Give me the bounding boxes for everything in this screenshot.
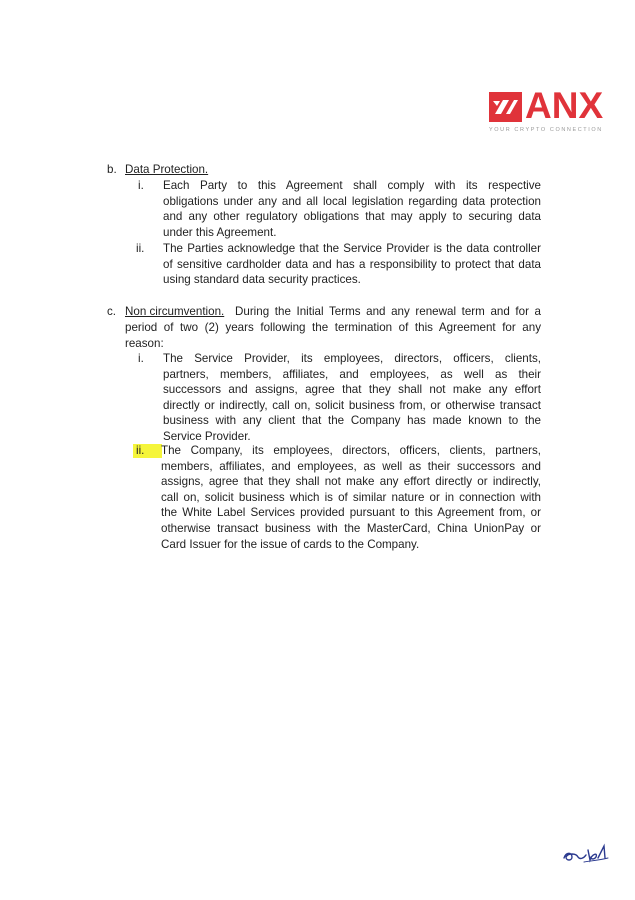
text-line: reason: xyxy=(125,336,164,350)
text-line: of sensitive cardholder data and has a responsibility to protect that data xyxy=(163,257,541,271)
text-line: Service Provider. xyxy=(163,429,251,443)
text-line: The Parties acknowledge that the Service Provider is the data controller xyxy=(163,242,541,255)
text-line: assigns, agree that they shall not make any effort directly or indirectly, xyxy=(161,475,541,489)
section-b-item-1-number: i. xyxy=(138,179,144,192)
text-line: using standard data security practices. xyxy=(163,273,361,287)
section-c-marker: c. xyxy=(107,305,117,318)
text-line: directly or indirectly, call on, solicit business from, or otherwise transact xyxy=(163,398,541,412)
section-c-item-2-text xyxy=(161,443,541,552)
section-b-title: Data Protection. xyxy=(125,163,209,176)
anx-logo xyxy=(489,85,614,138)
text-line: call on, solicit business which is of similar nature or in connection with xyxy=(161,490,541,504)
section-c-intro xyxy=(125,320,541,351)
text-line: under this Agreement. xyxy=(163,225,277,239)
text-line: business with any client that the Company has made known to the xyxy=(163,414,541,428)
text-line: otherwise transact business with the MasterCard, China UnionPay or xyxy=(161,521,541,535)
section-c-item-1-text xyxy=(163,351,541,445)
section-b-item-2-text xyxy=(163,241,541,288)
section-c-item-1-number: i. xyxy=(138,352,144,365)
text-line: and any other regulatory obligations that may apply to securing data xyxy=(163,210,541,224)
text-line: Card Issuer for the issue of cards to the Company. xyxy=(161,537,420,551)
logo-text: ANX xyxy=(525,85,604,126)
text-line: The Service Provider, its employees, directors, officers, clients, xyxy=(163,352,541,365)
handwritten-initials-icon xyxy=(560,840,612,866)
logo-tagline: YOUR CRYPTO CONNECTION xyxy=(489,127,603,133)
section-b-marker: b. xyxy=(107,163,117,176)
text-line: During the Initial Terms and any renewal term and for a xyxy=(235,305,541,318)
section-c-intro-first-line xyxy=(235,304,541,320)
text-line: Each Party to this Agreement shall comply with its respective xyxy=(163,179,541,192)
text-line: the White Label Services provided pursuant to this Agreement from, or xyxy=(161,506,541,520)
section-c-title: Non circumvention. xyxy=(125,305,225,318)
anx-logo-mark-icon xyxy=(489,92,522,122)
section-c-item-2-number: ii. xyxy=(136,444,145,457)
text-line: successors and assigns, agree that they shall not make any effort xyxy=(163,383,541,397)
section-b-item-1-text xyxy=(163,178,541,240)
text-line: members, affiliates, and employees, as well as their successors and xyxy=(161,459,541,473)
text-line: obligations under any and all local legislation regarding data protection xyxy=(163,194,541,208)
text-line: period of two (2) years following the termination of this Agreement for any xyxy=(125,321,541,334)
text-line: The Company, its employees, directors, officers, clients, partners, xyxy=(161,444,541,457)
text-line: partners, members, affiliates, and employees, as well as their xyxy=(163,367,541,381)
section-b-item-2-number: ii. xyxy=(136,242,145,255)
